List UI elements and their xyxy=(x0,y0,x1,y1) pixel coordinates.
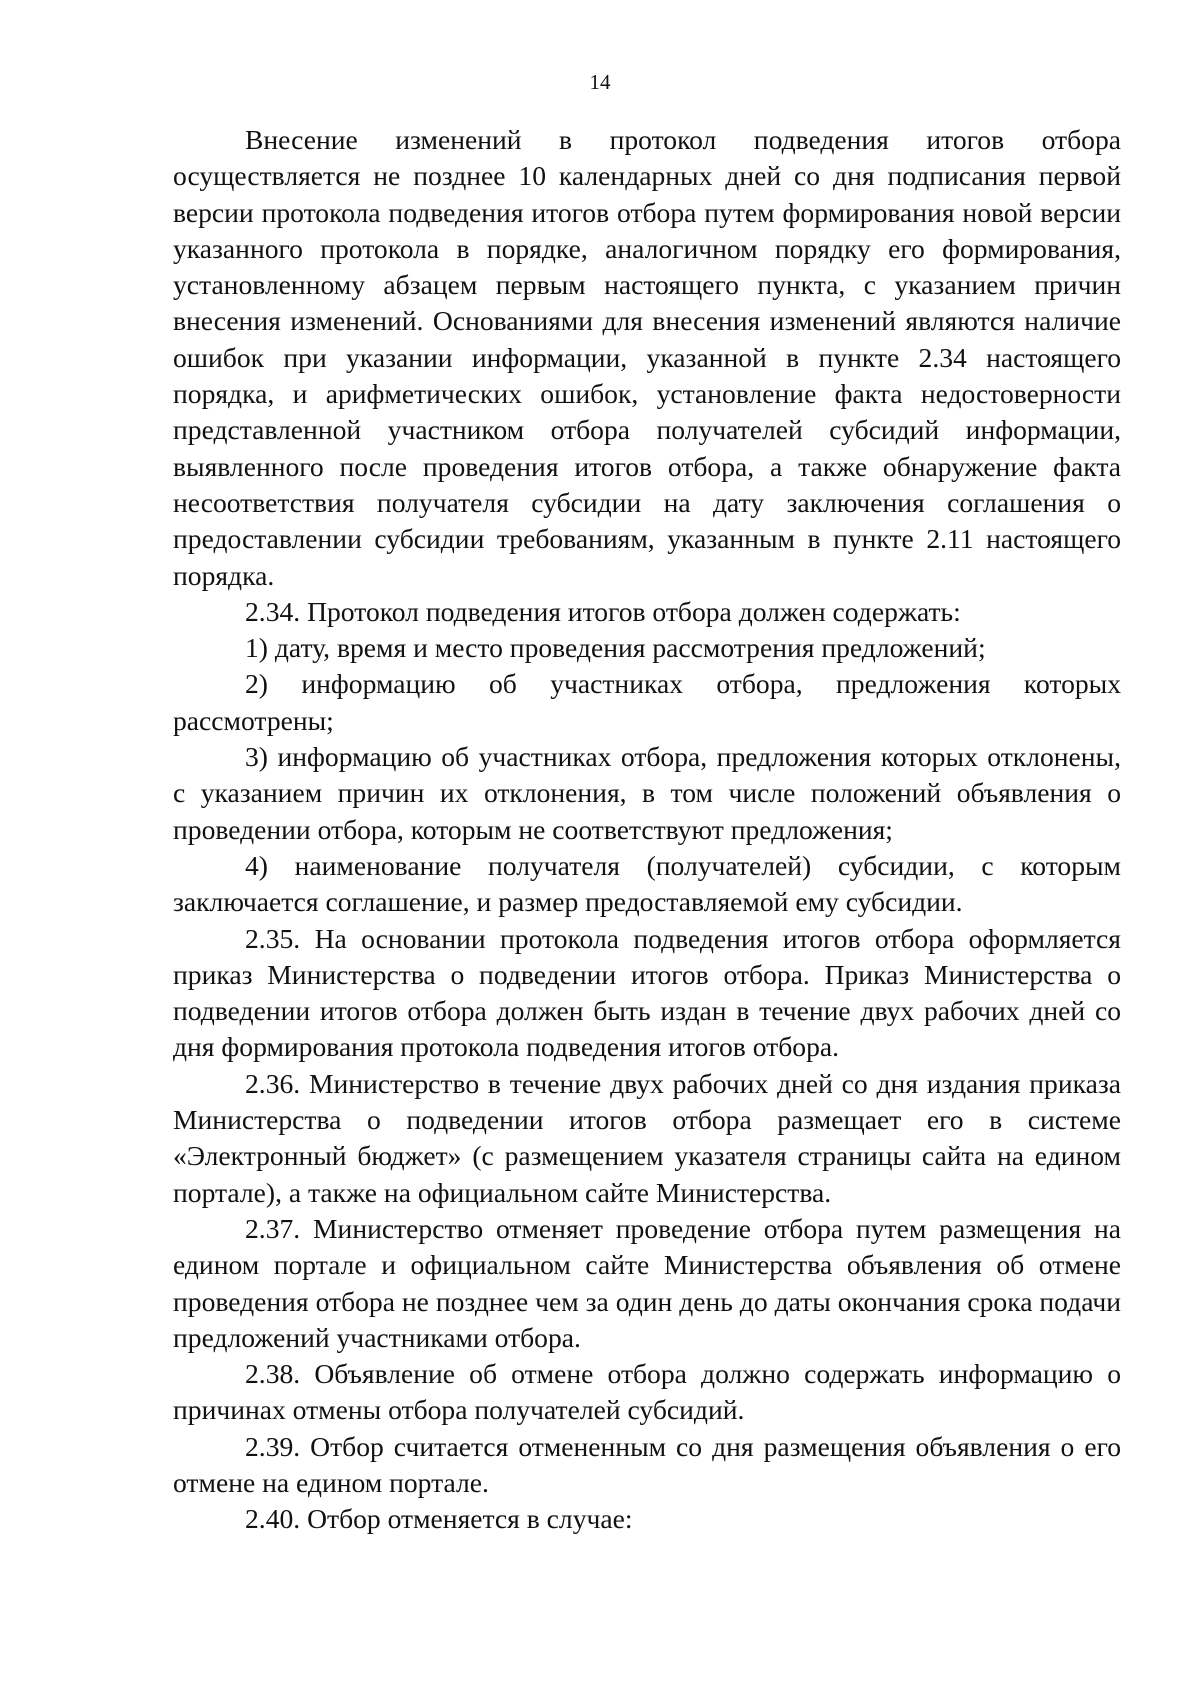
paragraph-2-35: 2.35. На основании протокола подведения итогов отбора оформляется приказ Министерства о подведении итогов отбора. Приказ Министерства о подведении итогов отбора должен быть издан в течение двух рабочих дней со дня формирования протокола подведения итогов отбора. xyxy=(173,922,1121,1063)
paragraph-2-36: 2.36. Министерство в течение двух рабочих дней со дня издания приказа Министерства о подведении итогов отбора размещает его в системе «Электронный бюджет» (с размещением указателя страницы сайта на едином портале), а также на официальном сайте Министерства. xyxy=(173,1067,1121,1208)
paragraph-2-38: 2.38. Объявление об отмене отбора должно содержать информацию о причинах отмены отбора получателей субсидий. xyxy=(173,1358,1121,1426)
list-item-3: 3) информацию об участниках отбора, предложения которых отклонены, с указанием причин их отклонения, в том числе положений объявления о проведении отбора, которым не соответствуют предложения; xyxy=(173,741,1121,845)
paragraph-2-40: 2.40. Отбор отменяется в случае: xyxy=(245,1503,633,1535)
list-item-1: 1) дату, время и место проведения рассмотрения предложений; xyxy=(245,632,986,664)
list-item-2: 2) информацию об участниках отбора, предложения которых рассмотрены; xyxy=(173,668,1121,736)
list-item-4: 4) наименование получателя (получателей) субсидии, с которым заключается соглашение, и размер предоставляемой ему субсидии. xyxy=(173,849,1121,918)
paragraph-2-34: 2.34. Протокол подведения итогов отбора должен содержать: xyxy=(245,595,961,627)
paragraph-2-37: 2.37. Министерство отменяет проведение отбора путем размещения на едином портале и официальном сайте Министерства объявления об отмене проведения отбора не позднее чем за один день до даты окончания срока подачи предложений участниками отбора. xyxy=(173,1212,1121,1353)
page-number: 14 xyxy=(589,70,611,94)
paragraph-2-39: 2.39. Отбор считается отмененным со дня размещения объявления о его отмене на едином портале. xyxy=(173,1430,1121,1498)
paragraph-amendment-procedure: Внесение изменений в протокол подведения итогов отбора осуществляется не позднее 10 календарных дней со дня подписания первой версии протокола подведения итогов отбора путем формирования новой версии указанного протокола в порядке, аналогичном порядку его формирования, установленному абзацем первым настоящего пункта, с указанием причин внесения изменений. Основаниями для внесения изменений являются наличие ошибок при указании информации, указанной в пункте 2.34 настоящего порядка, и арифметических ошибок, установление факта недостоверности представленной участником отбора получателей субсидий информации, выявленного после проведения итогов отбора, а также обнаружение факта несоответствия получателя субсидии на дату заключения соглашения о предоставлении субсидии требованиям, указанным в пункте 2.11 настоящего порядка. xyxy=(173,124,1121,591)
document-body xyxy=(173,122,1121,1538)
